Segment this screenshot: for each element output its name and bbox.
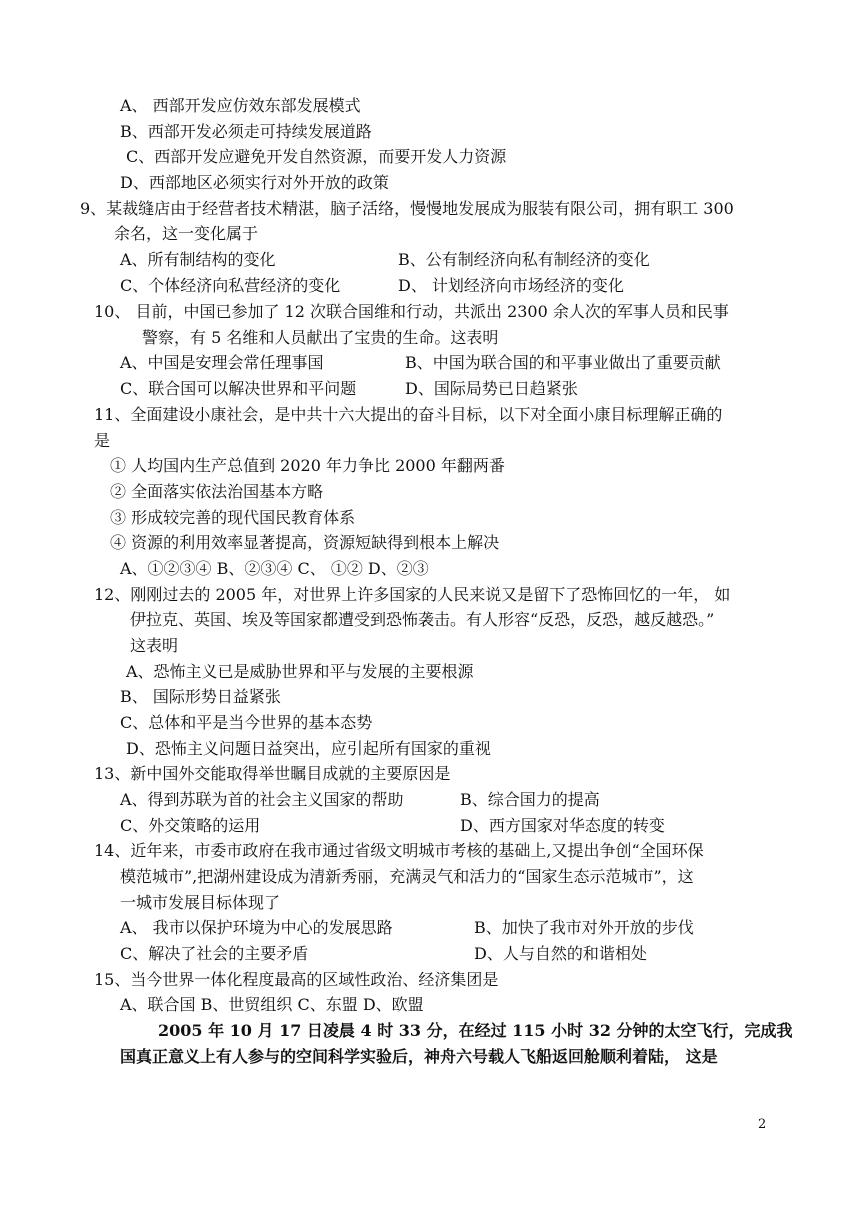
q14-stem: 14、近年来，市委市政府在我市通过省级文明城市考核的基础上,又提出争创“全国环保 <box>94 841 704 860</box>
q13-option-c: C、外交策略的运用 <box>120 816 261 835</box>
q12-stem: 12、刚刚过去的 2005 年，对世界上许多国家的人民来说又是留下了恐怖回忆的一年， 如 <box>94 585 731 604</box>
q12-stem-end: 这表明 <box>130 636 179 655</box>
q9-option-a: A、所有制结构的变化 <box>120 250 276 269</box>
page-number: 2 <box>758 1117 767 1132</box>
q8-option-a: A、 西部开发应仿效东部发展模式 <box>120 96 361 115</box>
q14-stem-cont: 模范城市”,把湖州建设成为清新秀丽，充满灵气和活力的“国家生态示范城市”，这 <box>120 867 694 886</box>
q14-option-a: A、 我市以保护环境为中心的发展思路 <box>120 918 393 937</box>
q13-option-a: A、得到苏联为首的社会主义国家的帮助 <box>120 790 404 809</box>
q9-option-b: B、公有制经济向私有制经济的变化 <box>398 250 650 269</box>
q11-stem: 11、全面建设小康社会，是中共十六大提出的奋斗目标，以下对全面小康目标理解正确的 <box>94 405 723 424</box>
q10-option-c: C、联合国可以解决世界和平问题 <box>120 379 357 398</box>
q12-option-d: D、恐怖主义问题日益突出，应引起所有国家的重视 <box>126 739 491 758</box>
q11-item-1: ① 人均国内生产总值到 2020 年力争比 2000 年翻两番 <box>110 456 505 475</box>
q10-stem-cont: 警察，有 5 名维和人员献出了宝贵的生命。这表明 <box>142 328 499 347</box>
q15-stem: 15、当今世界一体化程度最高的区域性政治、经济集团是 <box>94 970 499 989</box>
passage-line-2: 国真正意义上有人参与的空间科学实验后，神舟六号载人飞船返回舱顺利着陆， 这是 <box>120 1047 718 1066</box>
q15-options: A、联合国 B、世贸组织 C、东盟 D、欧盟 <box>120 995 424 1014</box>
q12-stem-cont: 伊拉克、英国、埃及等国家都遭受到恐怖袭击。有人形容“反恐，反恐，越反越恐。” <box>130 610 715 629</box>
q8-option-d: D、西部地区必须实行对外开放的政策 <box>120 173 389 192</box>
q10-option-d: D、国际局势已日趋紧张 <box>405 379 578 398</box>
q9-stem-cont: 余名，这一变化属于 <box>114 224 259 243</box>
q14-option-c: C、解决了社会的主要矛盾 <box>120 944 309 963</box>
q12-option-a: A、恐怖主义已是威胁世界和平与发展的主要根源 <box>126 662 474 681</box>
q11-item-2: ② 全面落实依法治国基本方略 <box>110 482 324 501</box>
q13-option-d: D、西方国家对华态度的转变 <box>460 816 665 835</box>
q8-option-c: C、西部开发应避免开发自然资源，而要开发人力资源 <box>126 147 507 166</box>
q14-stem-end: 一城市发展目标体现了 <box>120 893 281 912</box>
q12-option-c: C、总体和平是当今世界的基本态势 <box>120 713 373 732</box>
q11-stem-cont: 是 <box>94 431 111 450</box>
q8-option-b: B、西部开发必须走可持续发展道路 <box>120 122 372 141</box>
q10-stem: 10、 目前，中国已参加了 12 次联合国维和行动，共派出 2300 余人次的军事人员和民事 <box>94 302 729 321</box>
q11-options: A、①②③④ B、②③④ C、 ①② D、②③ <box>120 559 429 578</box>
q11-item-3: ③ 形成较完善的现代国民教育体系 <box>110 508 356 527</box>
q12-option-b: B、 国际形势日益紧张 <box>120 687 281 706</box>
q10-option-b: B、中国为联合国的和平事业做出了重要贡献 <box>405 353 721 372</box>
q13-stem: 13、新中国外交能取得举世瞩目成就的主要原因是 <box>94 764 451 783</box>
q9-option-d: D、 计划经济向市场经济的变化 <box>398 276 624 295</box>
q13-option-b: B、综合国力的提高 <box>460 790 600 809</box>
q14-option-b: B、加快了我市对外开放的步伐 <box>474 918 694 937</box>
q9-stem: 9、某裁缝店由于经营者技术精湛，脑子活络，慢慢地发展成为服装有限公司，拥有职工 300 <box>80 199 734 218</box>
q10-option-a: A、中国是安理会常任理事国 <box>120 353 324 372</box>
q9-option-c: C、个体经济向私营经济的变化 <box>120 276 341 295</box>
q11-item-4: ④ 资源的利用效率显著提高，资源短缺得到根本上解决 <box>110 533 500 552</box>
passage-line-1: 2005 年 10 月 17 日凌晨 4 时 33 分，在经过 115 小时 32 分钟的太空飞行，完成我 <box>158 1021 793 1040</box>
q14-option-d: D、人与自然的和谐相处 <box>474 944 647 963</box>
